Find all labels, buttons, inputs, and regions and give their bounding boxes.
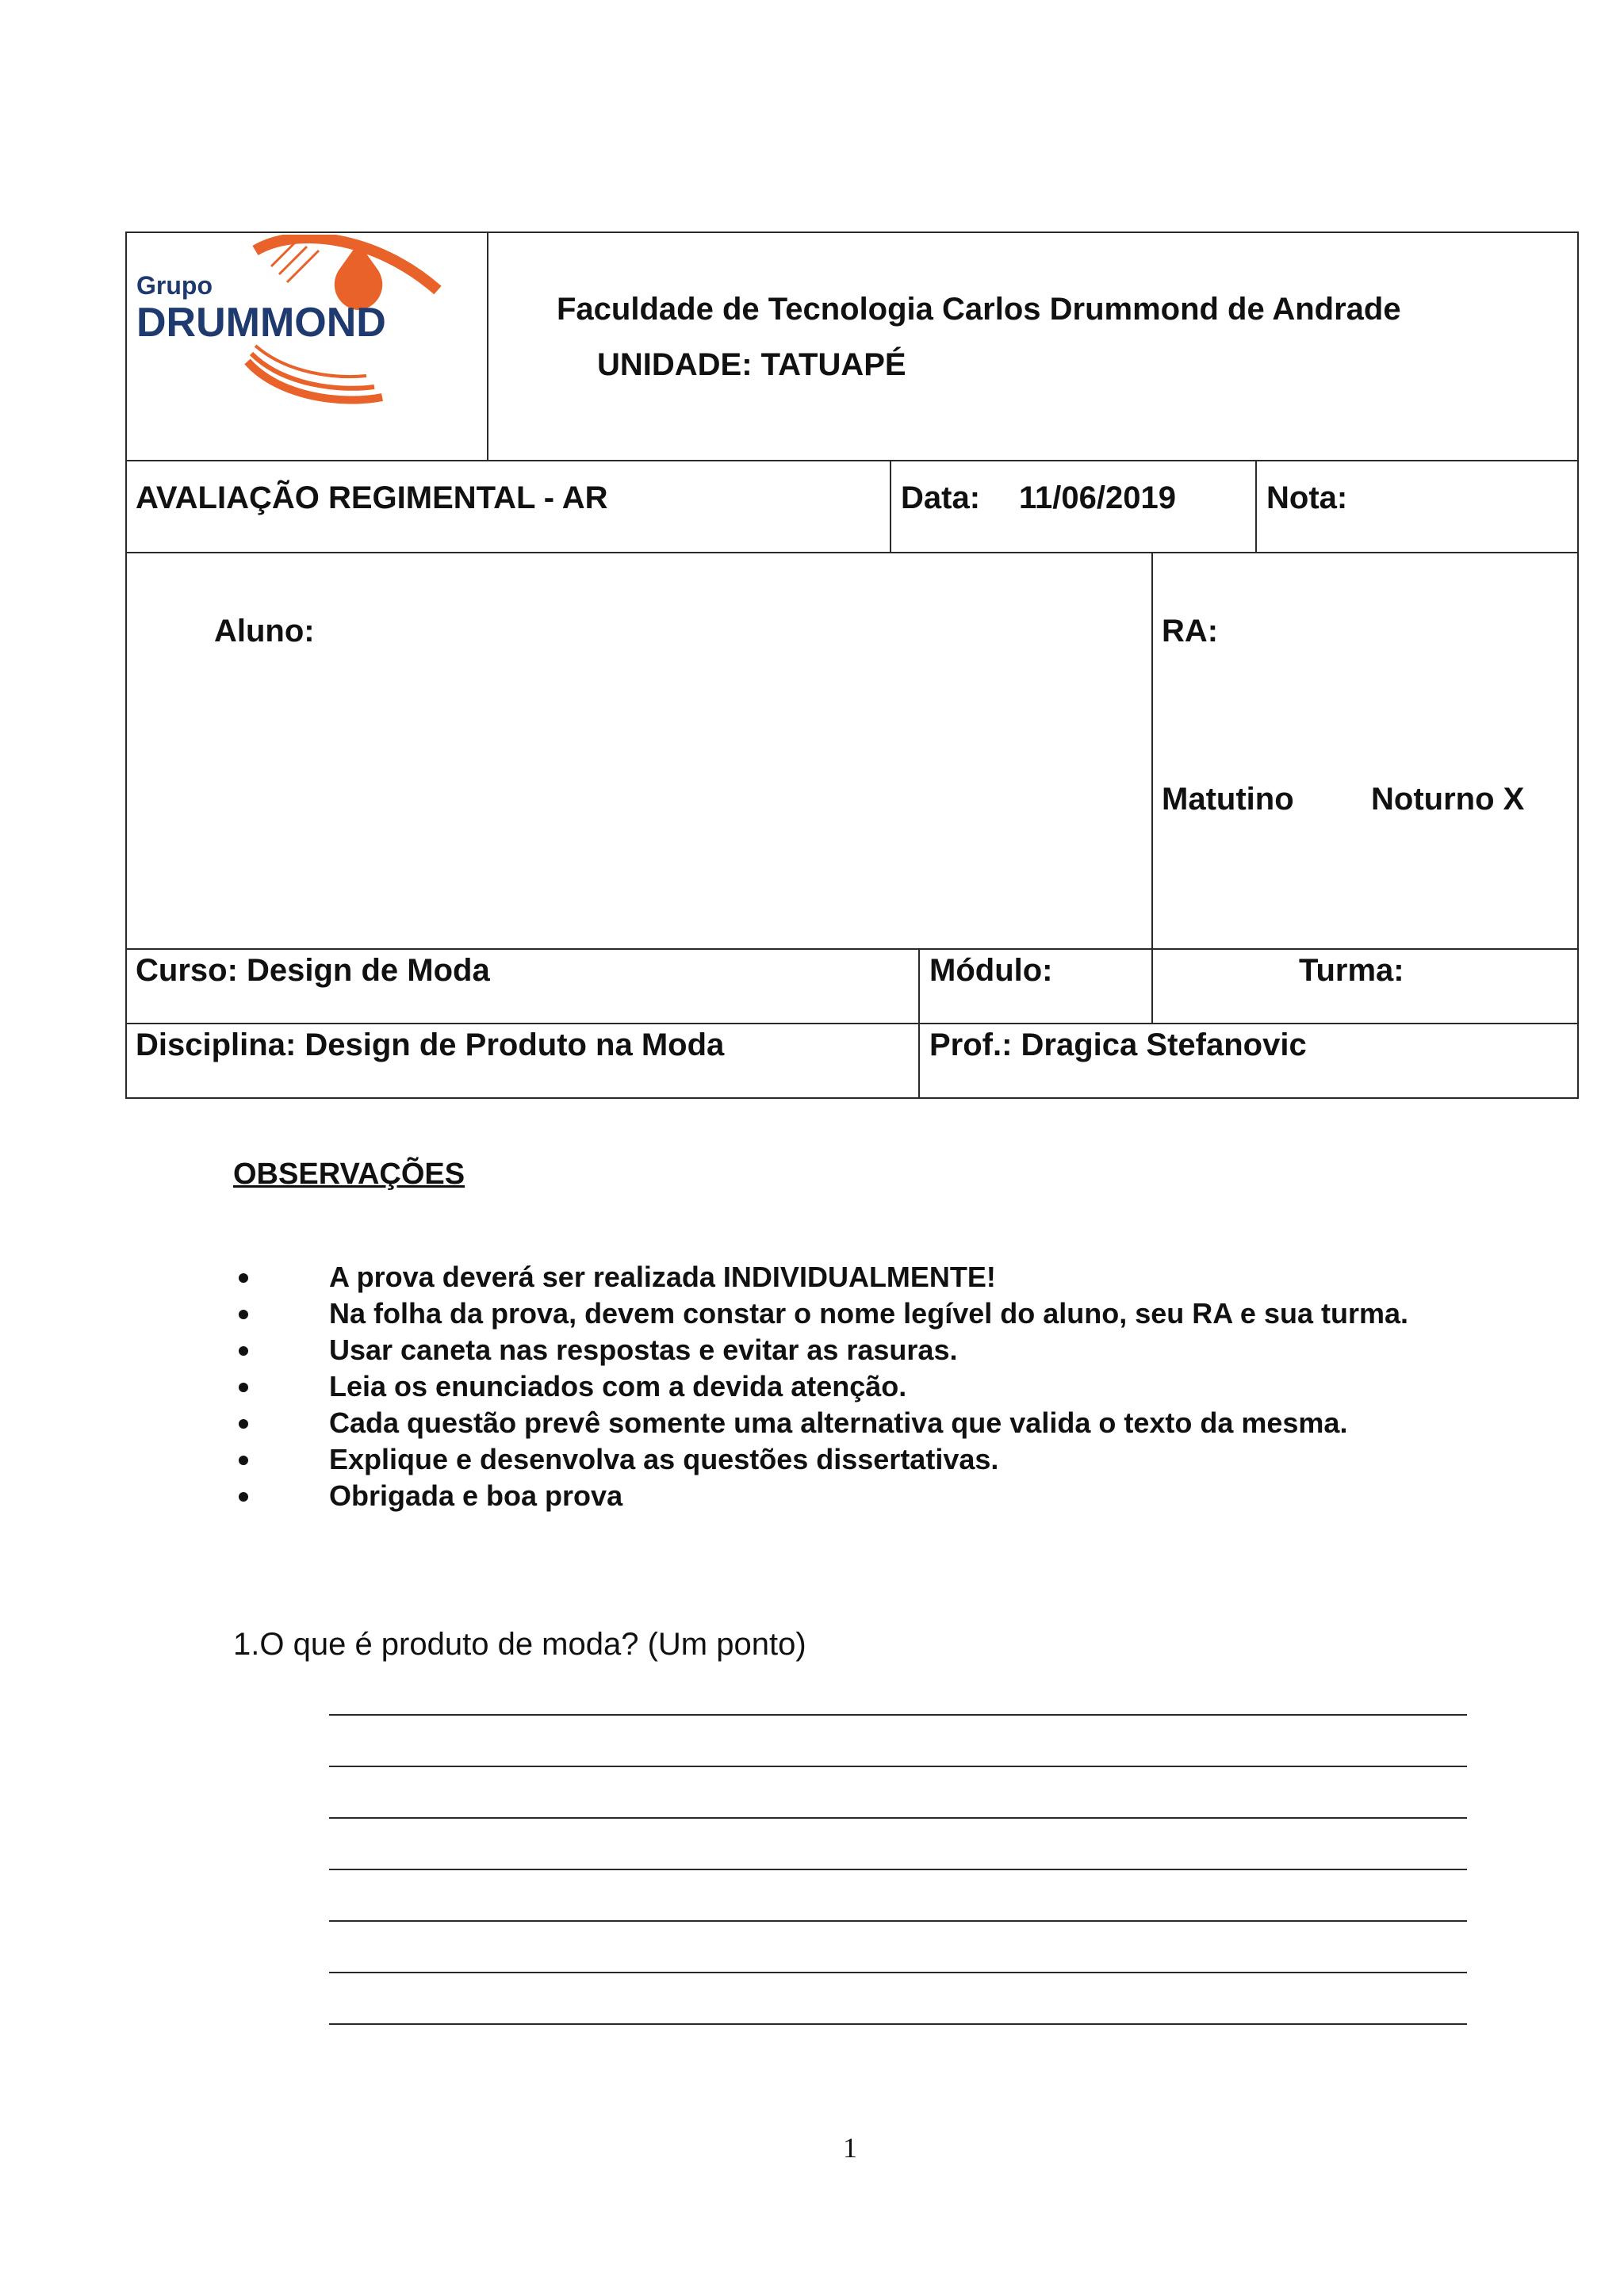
date-label: Data: bbox=[901, 480, 981, 515]
module-label: Módulo: bbox=[929, 953, 1053, 988]
student-name-label: Aluno: bbox=[214, 614, 315, 649]
date-value: 11/06/2019 bbox=[1019, 480, 1176, 515]
grade-label: Nota: bbox=[1266, 480, 1348, 515]
bullet-icon bbox=[239, 1310, 248, 1319]
svg-text:DRUMMOND: DRUMMOND bbox=[136, 300, 386, 346]
drummond-logo bbox=[136, 235, 454, 409]
subject-name: Disciplina: Design de Produto na Moda bbox=[136, 1027, 725, 1062]
shift-morning: Matutino bbox=[1162, 782, 1294, 817]
bullet-icon bbox=[239, 1419, 248, 1429]
list-item: Na folha da prova, devem constar o nome legível do aluno, seu RA e sua turma. bbox=[329, 1297, 1408, 1334]
exam-title: AVALIAÇÃO REGIMENTAL - AR bbox=[136, 480, 608, 515]
bullet-icon bbox=[239, 1273, 248, 1283]
list-item: Cada questão prevê somente uma alternativa que valida o texto da mesma. bbox=[329, 1406, 1408, 1443]
list-item: Obrigada e boa prova bbox=[329, 1479, 1408, 1516]
answer-line[interactable] bbox=[329, 1869, 1467, 1870]
observations-title: OBSERVAÇÕES bbox=[233, 1158, 465, 1191]
bullet-icon bbox=[239, 1456, 248, 1465]
list-item: Usar caneta nas respostas e evitar as rasuras. bbox=[329, 1334, 1408, 1370]
answer-line[interactable] bbox=[329, 1972, 1467, 1973]
bullet-icon bbox=[239, 1346, 248, 1356]
drummond-logo-mark-icon bbox=[136, 235, 454, 409]
question-1: 1.O que é produto de moda? (Um ponto) bbox=[233, 1627, 806, 1662]
list-item: Explique e desenvolva as questões dissertativas. bbox=[329, 1443, 1408, 1479]
observations-list bbox=[329, 1261, 1408, 1516]
answer-line[interactable] bbox=[329, 1920, 1467, 1922]
answer-line[interactable] bbox=[329, 1766, 1467, 1767]
institution-name: Faculdade de Tecnologia Carlos Drummond de Andrade bbox=[557, 292, 1401, 327]
bullet-icon bbox=[239, 1492, 248, 1502]
svg-text:Grupo: Grupo bbox=[136, 271, 213, 300]
shift-night: Noturno X bbox=[1371, 782, 1525, 817]
bullet-icon bbox=[239, 1383, 248, 1392]
professor-name: Prof.: Dragica Stefanovic bbox=[929, 1027, 1307, 1062]
answer-line[interactable] bbox=[329, 1714, 1467, 1716]
list-item: A prova deverá ser realizada INDIVIDUALMENTE! bbox=[329, 1261, 1408, 1297]
answer-line[interactable] bbox=[329, 1817, 1467, 1819]
page-number: 1 bbox=[843, 2132, 857, 2164]
ra-label: RA: bbox=[1162, 614, 1219, 649]
course-name: Curso: Design de Moda bbox=[136, 953, 490, 988]
unit-name: UNIDADE: TATUAPÉ bbox=[597, 347, 906, 382]
list-item: Leia os enunciados com a devida atenção. bbox=[329, 1370, 1408, 1406]
class-label: Turma: bbox=[1299, 953, 1404, 988]
answer-line[interactable] bbox=[329, 2023, 1467, 2025]
